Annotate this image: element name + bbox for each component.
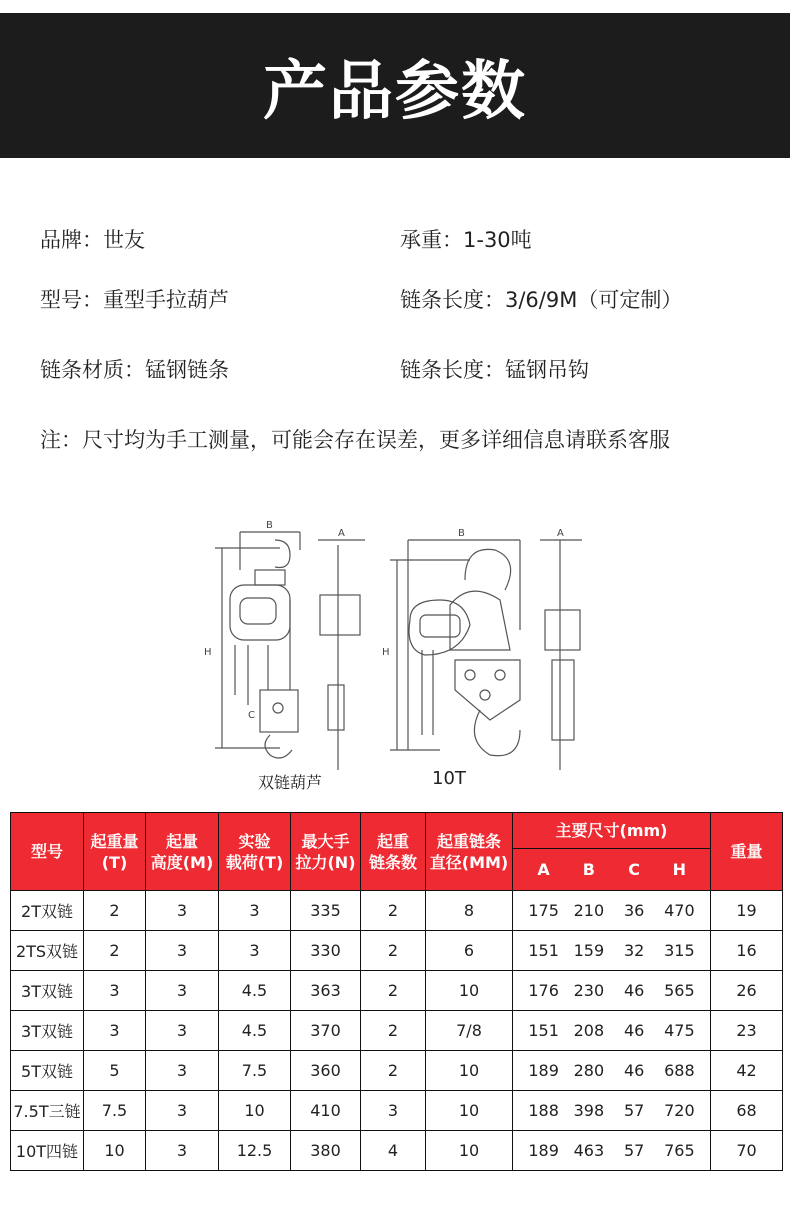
- table-cell: 4.5: [219, 1011, 291, 1051]
- table-cell: 3: [146, 931, 219, 971]
- table-cell: 8: [426, 891, 513, 931]
- table-row: [11, 1091, 783, 1131]
- header-chain-diameter: 起重链条 直径(MM): [426, 813, 513, 891]
- table-cell: 2: [361, 1011, 426, 1051]
- table-cell: 6: [426, 931, 513, 971]
- table-row: [11, 971, 783, 1011]
- table-cell: 360: [291, 1051, 361, 1091]
- table-cell: 16: [711, 931, 783, 971]
- caption-10t: 10T: [432, 768, 466, 789]
- table-cell: 3: [146, 1091, 219, 1131]
- header-dimension-cols: A B C H: [513, 849, 711, 891]
- hoist-diagram: [200, 510, 590, 800]
- table-cell: 23: [711, 1011, 783, 1051]
- table-cell: 12.5: [219, 1131, 291, 1171]
- table-cell: 3: [84, 971, 146, 1011]
- measurement-note: 注：尺寸均为手工测量，可能会存在误差，更多详细信息请联系客服: [40, 428, 670, 452]
- svg-text:H: H: [382, 647, 390, 658]
- table-cell: 3: [146, 1131, 219, 1171]
- table-cell: 3T双链: [11, 1011, 84, 1051]
- header-weight: 重量: [711, 813, 783, 891]
- header-max-pull: 最大手 拉力(N): [291, 813, 361, 891]
- dim-label-c: C: [248, 710, 255, 721]
- caption-double-chain: 双链葫芦: [258, 773, 323, 792]
- table-cell: 3: [146, 1051, 219, 1091]
- table-cell: 10T四链: [11, 1131, 84, 1171]
- table-cell: 380: [291, 1131, 361, 1171]
- table-cell: 10: [426, 1051, 513, 1091]
- chain-hoist-drawing-icon: [200, 510, 590, 800]
- header-model: 型号: [11, 813, 84, 891]
- table-cell: 3: [84, 1011, 146, 1051]
- table-cell: 363: [291, 971, 361, 1011]
- table-cell: 2: [361, 1051, 426, 1091]
- header-chain-falls: 起重 链条数: [361, 813, 426, 891]
- table-cell: 7.5: [219, 1051, 291, 1091]
- spec-model: 型号：重型手拉葫芦: [40, 288, 229, 312]
- table-cell: 188 398 57 720: [513, 1091, 711, 1131]
- table-cell: 2: [84, 931, 146, 971]
- header-dimensions: 主要尺寸(mm): [513, 813, 711, 849]
- table-cell: 7.5: [84, 1091, 146, 1131]
- header-capacity: 起重量 (T): [84, 813, 146, 891]
- table-cell: 5: [84, 1051, 146, 1091]
- table-cell: 2: [361, 971, 426, 1011]
- table-cell: 5T双链: [11, 1051, 84, 1091]
- table-cell: 7/8: [426, 1011, 513, 1051]
- table-cell: 3: [219, 891, 291, 931]
- svg-text:B: B: [458, 528, 465, 539]
- table-cell: 10: [84, 1131, 146, 1171]
- spec-hook-material: 链条长度：锰钢吊钩: [400, 358, 589, 382]
- table-row: [11, 1011, 783, 1051]
- table-cell: 70: [711, 1131, 783, 1171]
- table-cell: 19: [711, 891, 783, 931]
- table-row: [11, 931, 783, 971]
- table-cell: 151 208 46 475: [513, 1011, 711, 1051]
- table-cell: 3: [219, 931, 291, 971]
- table-cell: 42: [711, 1051, 783, 1091]
- spec-chain-material: 链条材质：锰钢链条: [40, 358, 229, 382]
- table-cell: 3: [361, 1091, 426, 1131]
- title-banner: [0, 13, 790, 158]
- table-cell: 175 210 36 470: [513, 891, 711, 931]
- table-cell: 189 280 46 688: [513, 1051, 711, 1091]
- table-cell: 10: [426, 1091, 513, 1131]
- table-cell: 2T双链: [11, 891, 84, 931]
- dim-label-a: A: [338, 528, 345, 539]
- table-cell: 10: [426, 971, 513, 1011]
- table-cell: 370: [291, 1011, 361, 1051]
- table-cell: 335: [291, 891, 361, 931]
- spec-capacity: 承重：1-30吨: [400, 228, 532, 252]
- parameters-table: [10, 812, 783, 1171]
- spec-chain-length: 链条长度：3/6/9M（可定制）: [400, 288, 683, 312]
- table-cell: 3: [146, 971, 219, 1011]
- table-row: [11, 891, 783, 931]
- table-cell: 3: [146, 891, 219, 931]
- spec-brand: 品牌：世友: [40, 228, 145, 252]
- table-cell: 176 230 46 565: [513, 971, 711, 1011]
- table-cell: 151 159 32 315: [513, 931, 711, 971]
- header-lift-height: 起量 高度(M): [146, 813, 219, 891]
- table-cell: 2: [361, 931, 426, 971]
- table-cell: 3T双链: [11, 971, 84, 1011]
- table-row: [11, 1131, 783, 1171]
- dim-label-h: H: [204, 647, 212, 658]
- header-test-load: 实验 载荷(T): [219, 813, 291, 891]
- table-cell: 4: [361, 1131, 426, 1171]
- table-cell: 68: [711, 1091, 783, 1131]
- table-cell: 10: [426, 1131, 513, 1171]
- table-cell: 2: [361, 891, 426, 931]
- dim-label-b: B: [266, 520, 273, 531]
- table-cell: 410: [291, 1091, 361, 1131]
- table-cell: 10: [219, 1091, 291, 1131]
- table-cell: 4.5: [219, 971, 291, 1011]
- table-cell: 2: [84, 891, 146, 931]
- page-title: 产品参数: [263, 54, 527, 129]
- table-cell: 189 463 57 765: [513, 1131, 711, 1171]
- table-cell: 7.5T三链: [11, 1091, 84, 1131]
- table-cell: 26: [711, 971, 783, 1011]
- table-cell: 3: [146, 1011, 219, 1051]
- table-cell: 330: [291, 931, 361, 971]
- table-cell: 2TS双链: [11, 931, 84, 971]
- table-row: [11, 1051, 783, 1091]
- svg-text:A: A: [557, 528, 564, 539]
